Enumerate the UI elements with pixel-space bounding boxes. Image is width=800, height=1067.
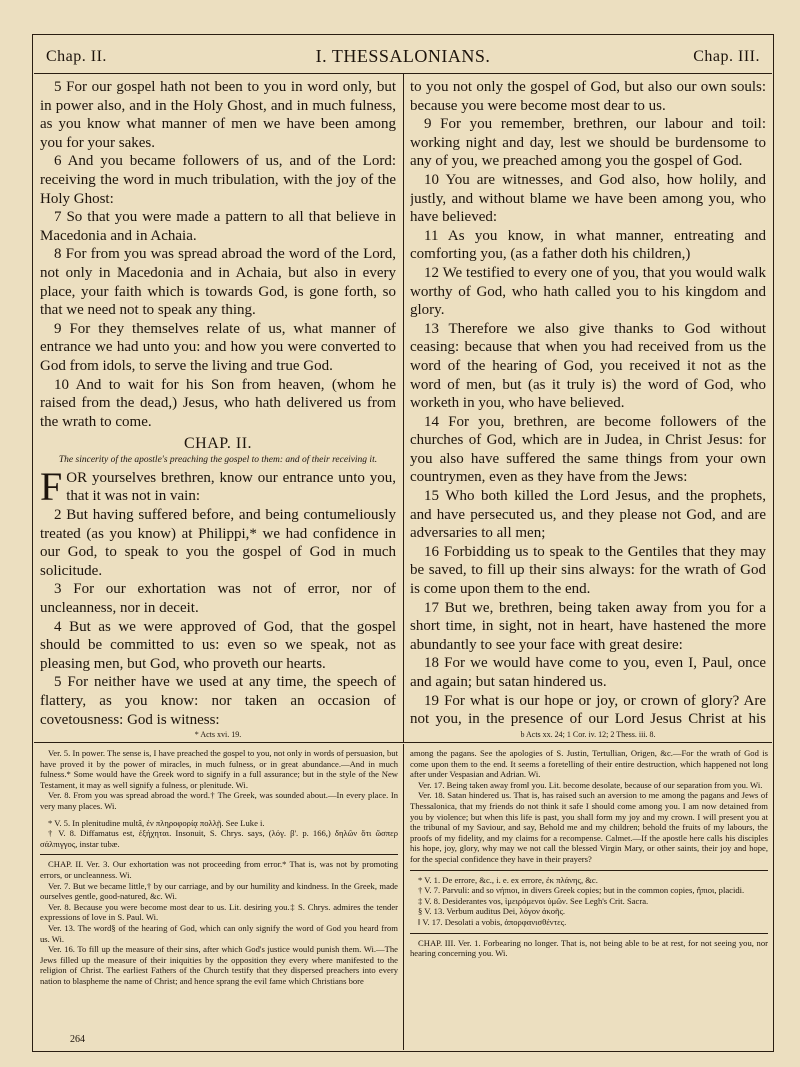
verse: 8 For from you was spread abroad the word of the Lord, not only in Macedonia and in Achaia, but also in every place, your faith which is towards God, is gone forth, so that we need not to speak any thing. xyxy=(40,246,396,319)
page-number: 264 xyxy=(70,1034,85,1045)
verse: 5 For our gospel hath not been to you in word only, but in power also, and in the Holy Ghost, and in much fulness, as you know what manner of men we have been among you for your sakes. xyxy=(40,79,396,151)
verse: 18 For we would have come to you, even I, Paul, once and again; but satan hindered us. xyxy=(410,655,766,690)
verse: 14 For you, brethren, are become followers of the churches of God, which are in Judea, in Christ Jesus: for you also have suffered the same things from your own countrymen, even as they have from the Jews: xyxy=(410,413,766,486)
verse: 16 Forbidding us to speak to the Gentiles that they may be saved, to fill up their sins always: for the wrath of God is come upon them to the end. xyxy=(410,543,766,598)
chapter-heading: CHAP. II. xyxy=(183,435,253,453)
verse: 7 So that you were made a pattern to all that believe in Macedonia and in Achaia. xyxy=(40,209,396,244)
commentary-right xyxy=(410,748,768,1044)
verse: 19 For what is our hope or joy, or crown of glory? Are not you, in the presence of our Lord Jesus Christ at his xyxy=(410,692,766,728)
greek-note: * V. 1. De errore, &c., i. e. ex errore, ἐκ πλάνης, &c. xyxy=(418,874,598,885)
commentary-note: CHAP. III. Ver. 1. Forbearing no longer. That is, not being able to be at rest, for not seeing you, nor hearing concerning you. Wi. xyxy=(410,937,768,959)
commentary-note: Ver. 16. To fill up the measure of their sins, after which God's justice would punish them. Wi.—The Jews filled up the measure of their iniquities by the opposition they every where manifested to the religion of Christ. The earliest Fathers of the Church testify that they dispersed preachers into every nation to blaspheme the name of Christ; and hence sprang the evil fame which Christians bore xyxy=(40,944,398,986)
drop-cap: F xyxy=(40,463,63,509)
commentary-note: Ver. 8. From you was spread abroad the word.† The Greek, was sounded about.—In every place. In very many places. Wi. xyxy=(40,790,398,811)
running-header xyxy=(34,44,772,72)
verse: 10 And to wait for his Son from heaven, (whom he raised from the dead,) Jesus, who hath delivered us from the wrath to come. xyxy=(40,376,396,430)
commentary-note: Ver. 5. In power. The sense is, I have preached the gospel to you, not only in words of persuasion, but have proved it by the power of miracles, in much fulness, or in great abundance.—And in much fulness.* Some would have the Greek word to signify in a full assurance; but in the style of the New Testament, it may as well signify a fulness, or plenitude. Wi. xyxy=(40,748,398,790)
verse: 9 For they themselves relate of us, what manner of entrance we had unto you: and how you were converted to God from idols, to serve the living and true God. xyxy=(40,320,396,374)
column-divider xyxy=(403,74,404,742)
right-column-reference: b Acts xx. 24; 1 Cor. iv. 12; 2 Thess. iii. 8. xyxy=(520,730,656,739)
commentary-note: Ver. 13. The word§ of the hearing of God, which can only signify the word of God you heard from us. Wi. xyxy=(40,922,398,944)
verse: 2 But having suffered before, and being contumeliously treated (as you know) at Philippi,* we had confidence in our God, to speak to you the gospel of God in much solicitude. xyxy=(40,507,396,579)
header-chapter-right: Chap. III. xyxy=(693,48,760,65)
verse: 10 You are witnesses, and God also, how holily, and justly, and without blame we have been among you, who have believed: xyxy=(410,171,766,226)
verse: 5 For neither have we used at any time, the speech of flattery, as you know: nor taken an occasion of covetousness: God is witness: xyxy=(40,674,396,728)
verse: 11 As you know, in what manner, entreating and comforting you, (as a father doth his children,) xyxy=(410,227,766,263)
verse: 12 We testified to every one of you, that you would walk worthy of God, who hath called you to his kingdom and glory. xyxy=(410,264,766,319)
left-column-reference: * Acts xvi. 19. xyxy=(194,730,242,739)
commentary-note: Ver. 17. Being taken away from‖ you. Lit. become desolate, because of our separation from you. Wi. xyxy=(418,779,763,790)
notes-column-divider xyxy=(403,744,404,1050)
header-book-title: I. THESSALONIANS. xyxy=(315,46,491,66)
verse: 13 Therefore we also give thanks to God without ceasing: because that when you had received from us the word of the hearing of God, you received it not as the word of men, but (as it truly is) the word of God, who worketh in you, who have believed. xyxy=(410,320,766,412)
verse: 15 Who both killed the Lord Jesus, and the prophets, and have persecuted us, and they please not God, and are adversaries to all men; xyxy=(410,488,766,542)
right-text-column xyxy=(410,78,766,728)
commentary-note: Ver. 7. But we became little,† by our carriage, and by our humility and kindness. In the Greek, made ourselves gentle, good-natured, &c. Wi. xyxy=(40,880,398,902)
verse-text: OR yourselves brethren, know our entrance unto you, that it was not in vain: xyxy=(66,469,396,505)
verse: 4 But as we were approved of God, that the gospel should be committed to us: even so we speak, not as pleasing men, but God, who proveth our hearts. xyxy=(40,618,396,672)
notes-separator xyxy=(410,933,768,934)
notes-separator xyxy=(40,854,398,855)
commentary-note: CHAP. II. Ver. 3. Our exhortation was not proceeding from error.* That is, was not by promoting errors, or uncleanness. Wi. xyxy=(40,859,398,880)
notes-separator xyxy=(410,870,768,871)
verse: 9 For you remember, brethren, our labour and toil: working night and day, lest we should be burdensome to any of you, we preached among you the gospel of God. xyxy=(410,116,766,170)
verse: 6 And you became followers of us, and of the Lord: receiving the word in much tribulation, with the joy of the Holy Ghost: xyxy=(40,153,396,207)
greek-note: ‡ V. 8. Desiderantes vos, ἱμειρόμενοι ὑμῶν. See Legh's Crit. Sacra. xyxy=(418,895,649,906)
chapter-summary: The sincerity of the apostle's preaching the gospel to them: and of their receiving it. xyxy=(58,454,378,465)
greek-note: † V. 7. Parvuli: and so νήπιοι, in divers Greek copies; but in the common copies, ἤπιοι, placidi. xyxy=(418,885,745,896)
greek-note: ‖ V. 17. Desolati a vobis, ἀπορφανισθέντες. xyxy=(418,916,567,927)
greek-note: † V. 8. Diffamatus est, ἐξήχηται. Insonuit, S. Chrys. says, (λόγ. β'. p. 166,) δηλῶν ὅτι ὥσπερ σάλπιγγος, instar tubæ. xyxy=(40,828,398,849)
verse: 3 For our exhortation was not of error, nor of uncleanness, nor in deceit. xyxy=(40,581,396,617)
left-text-column xyxy=(40,78,396,728)
notes-rule xyxy=(34,742,772,743)
chapter-first-verse xyxy=(40,463,396,509)
greek-note: * V. 5. In plenitudine multâ, ἐν πληροφορίᾳ πολλῇ. See Luke i. xyxy=(48,817,265,828)
commentary-note: Ver. 18. Satan hindered us. That is, has raised such an aversion to me among the pagans and Jews of Thessalonica, that my friends do not think it safe I should come among you. I am now detained from you by violence; but when this life is past, you shall form my joy and my crown. I will present you at the tribunal of my Saviour, and say, Behold me and my children; behold the fruits of my labours, the proofs of my fidelity, and my claims for a recompense. Calmet.—If the apostle here calls his disciples his hope, joy, glory, why may we not call the blessed Virgin Mary, or other saints, their joy and hope, for the special confidence they have in their prayers? xyxy=(410,790,768,864)
verse: to you not only the gospel of God, but also our own souls: because you were become most dear to us. xyxy=(410,79,766,114)
commentary-note: among the pagans. See the apologies of S. Justin, Tertullian, Origen, &c.—For the wrath of God is come upon them to the end. It seems a foretelling of their entire destruction, which happened not long after under Vespasian and Adrian. Wi. xyxy=(410,748,768,780)
commentary-note: Ver. 8. Because you were become most dear to us. Lit. desiring you.‡ S. Chrys. admires the tender expressions of love in S. Paul. Wi. xyxy=(40,901,398,923)
header-chapter-left: Chap. II. xyxy=(46,48,107,65)
verse: 17 But we, brethren, being taken away from you for a short time, in sight, not in heart, have hastened the more abundantly to see your face with great desire: xyxy=(410,599,766,653)
greek-note: § V. 13. Verbum auditus Dei, λόγον ἀκοῆς. xyxy=(418,906,566,917)
commentary-left xyxy=(40,748,398,1040)
